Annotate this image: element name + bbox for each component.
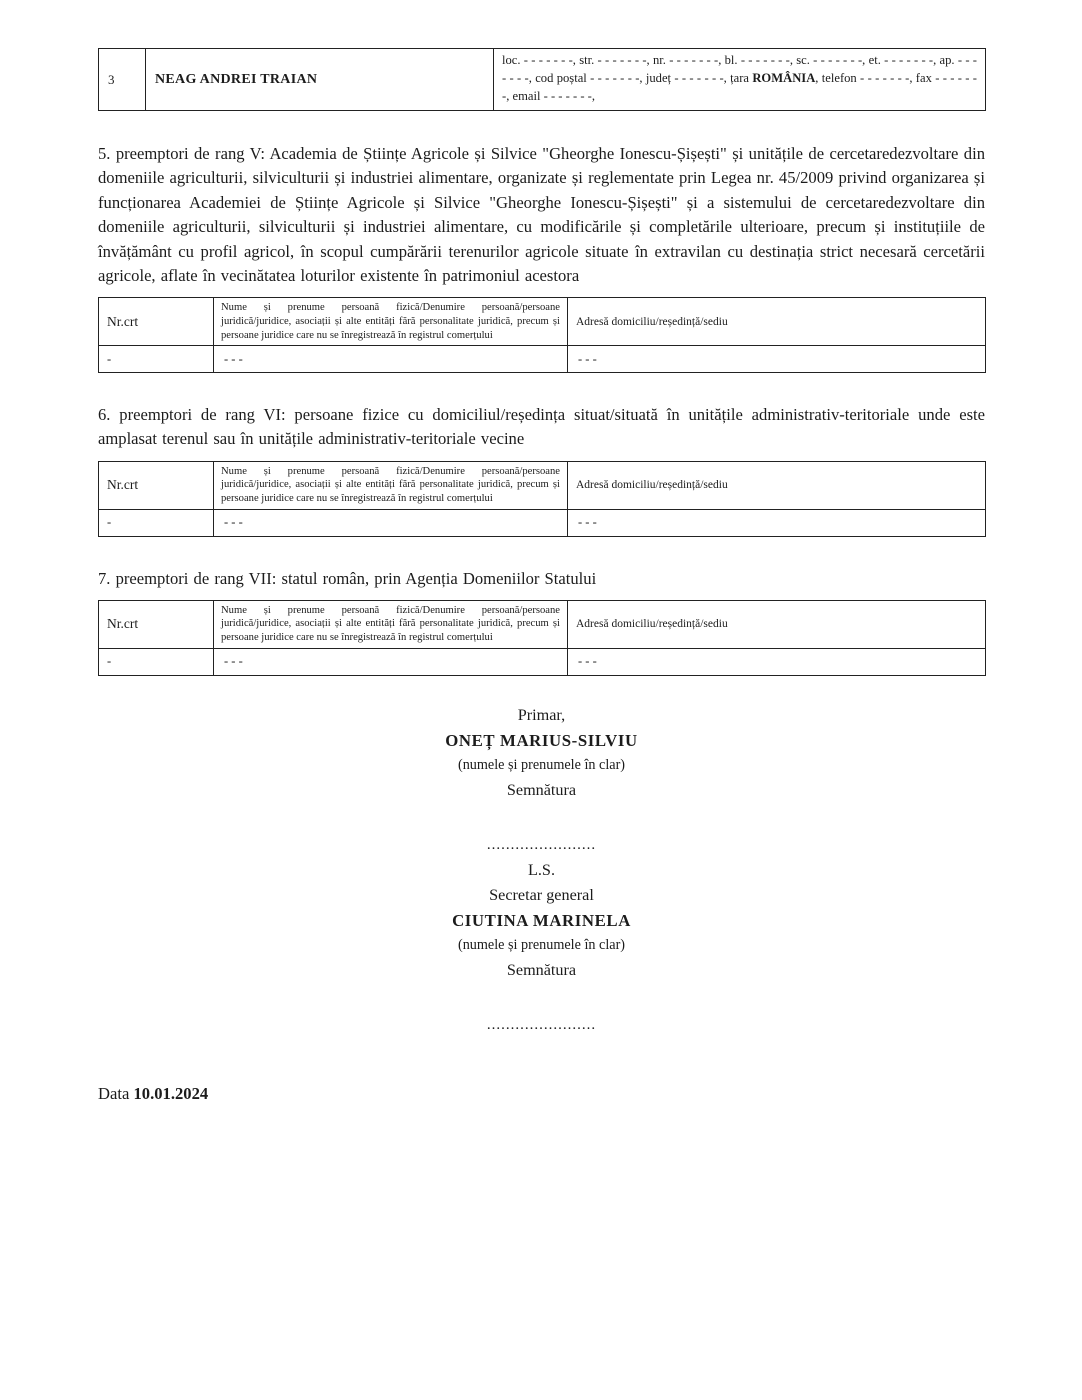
- cell-nrcrt: -: [99, 509, 214, 536]
- date-value: 10.01.2024: [133, 1083, 209, 1103]
- preemptors-table-rank-vii: [98, 600, 986, 676]
- cell-address: - - -: [568, 346, 986, 373]
- col-header-address: Adresă domiciliu/reședință/sediu: [568, 461, 986, 509]
- name-note: (numele și prenumele în clar): [457, 756, 626, 773]
- cell-row-number: 3: [99, 49, 146, 111]
- cell-address: - - -: [568, 509, 986, 536]
- signature-block: [98, 703, 985, 1035]
- signature-label: Semnătura: [506, 960, 577, 979]
- signature-dotted-line: .......................: [486, 836, 597, 853]
- cell-preemptor-name: NEAG ANDREI TRAIAN: [146, 49, 494, 111]
- paragraph-rank-vii: 7. preemptori de rang VII: statul român, prin Agenția Domeniilor Statului: [98, 568, 597, 588]
- col-header-nrcrt: Nr.crt: [99, 461, 214, 509]
- col-header-nrcrt: Nr.crt: [99, 600, 214, 648]
- address-country: ROMÂNIA: [752, 70, 816, 85]
- secretary-title: Secretar general: [489, 885, 594, 904]
- secretary-name: CIUTINA MARINELA: [452, 910, 631, 930]
- continuation-table: [98, 48, 986, 111]
- col-header-address: Adresă domiciliu/reședință/sediu: [568, 600, 986, 648]
- ls-stamp-label: L.S.: [528, 860, 555, 879]
- date-label: Data: [98, 1083, 134, 1103]
- preemptors-table-rank-vi: [98, 461, 986, 537]
- col-header-address: Adresă domiciliu/reședință/sediu: [568, 298, 986, 346]
- col-header-name: Nume și prenume persoană fizică/Denumire persoană/persoane juridică/juridice, asociații și alte entități fără personalitate juridică, precum și persoane juridice care nu se înregistrează în registrul comerțului: [214, 600, 568, 648]
- cell-nrcrt: -: [99, 648, 214, 675]
- col-header-name: Nume și prenume persoană fizică/Denumire persoană/persoane juridică/juridice, asociații și alte entități fără personalitate juridică, precum și persoane juridice care nu se înregistrează în registrul comerțului: [214, 298, 568, 346]
- cell-name: - - -: [214, 509, 568, 536]
- cell-name: - - -: [214, 346, 568, 373]
- mayor-name: ONEȚ MARIUS-SILVIU: [445, 730, 638, 750]
- cell-name: - - -: [214, 648, 568, 675]
- name-note: (numele și prenumele în clar): [457, 936, 626, 953]
- address-text-suffix: , telefon - - - - - - -, fax - - - - - - -, email - - - - - - -,: [502, 70, 977, 103]
- document-date: [98, 1084, 985, 1104]
- table-header-row: [99, 298, 986, 346]
- signature-dotted-line: .......................: [486, 1016, 597, 1033]
- table-header-row: [99, 600, 986, 648]
- table-row: [99, 509, 986, 536]
- col-header-nrcrt: Nr.crt: [99, 298, 214, 346]
- mayor-title: Primar,: [517, 705, 566, 724]
- cell-nrcrt: -: [99, 346, 214, 373]
- table-header-row: [99, 461, 986, 509]
- cell-preemptor-address: [494, 49, 986, 111]
- paragraph-rank-v: 5. preemptori de rang V: Academia de Științe Agricole și Silvice "Gheorghe Ionescu-Șișești" și unitățile de cercetaredezvoltare din domeniile agriculturii, silviculturii și industriei alimentare, organizate și reglementate prin Legea nr. 45/2009 privind organizarea și funcționarea Academiei de Științe Agricole și Silvice "Gheorghe Ionescu-Șișești" și a sistemului de cercetaredezvoltare din domeniile agriculturii, silviculturii și industriei alimentare, cu modificările și completările ulterioare, precum și instituțiile de învățământ cu profil agricol, în scopul cumpărării terenurilor agricole situate în extravilan cu destinația strict necesară cercetării agricole, aflate în vecinătatea loturilor existente în patrimoniul acestora: [98, 144, 985, 286]
- preemptors-table-rank-v: [98, 297, 986, 373]
- paragraph-rank-vi: 6. preemptori de rang VI: persoane fizice cu domiciliul/reședința situat/situată în unitățile administrativ-teritoriale unde este amplasat terenul sau în unitățile administrativ-teritoriale vecine: [98, 405, 985, 449]
- cell-address: - - -: [568, 648, 986, 675]
- table-row: [99, 346, 986, 373]
- col-header-name: Nume și prenume persoană fizică/Denumire persoană/persoane juridică/juridice, asociații și alte entități fără personalitate juridică, precum și persoane juridice care nu se înregistrează în registrul comerțului: [214, 461, 568, 509]
- signature-label: Semnătura: [506, 780, 577, 799]
- address-text: loc. - - - - - - -, str. - - - - - - -, nr. - - - - - - -, bl. - - - - - - -, sc. - - - - - - -, et. - - - - - - -, ap. - - - - - - -, cod poștal - - - - - - -, județ - - - - - - -, țara: [502, 53, 977, 85]
- table-row: [99, 648, 986, 675]
- table-row: [99, 49, 986, 111]
